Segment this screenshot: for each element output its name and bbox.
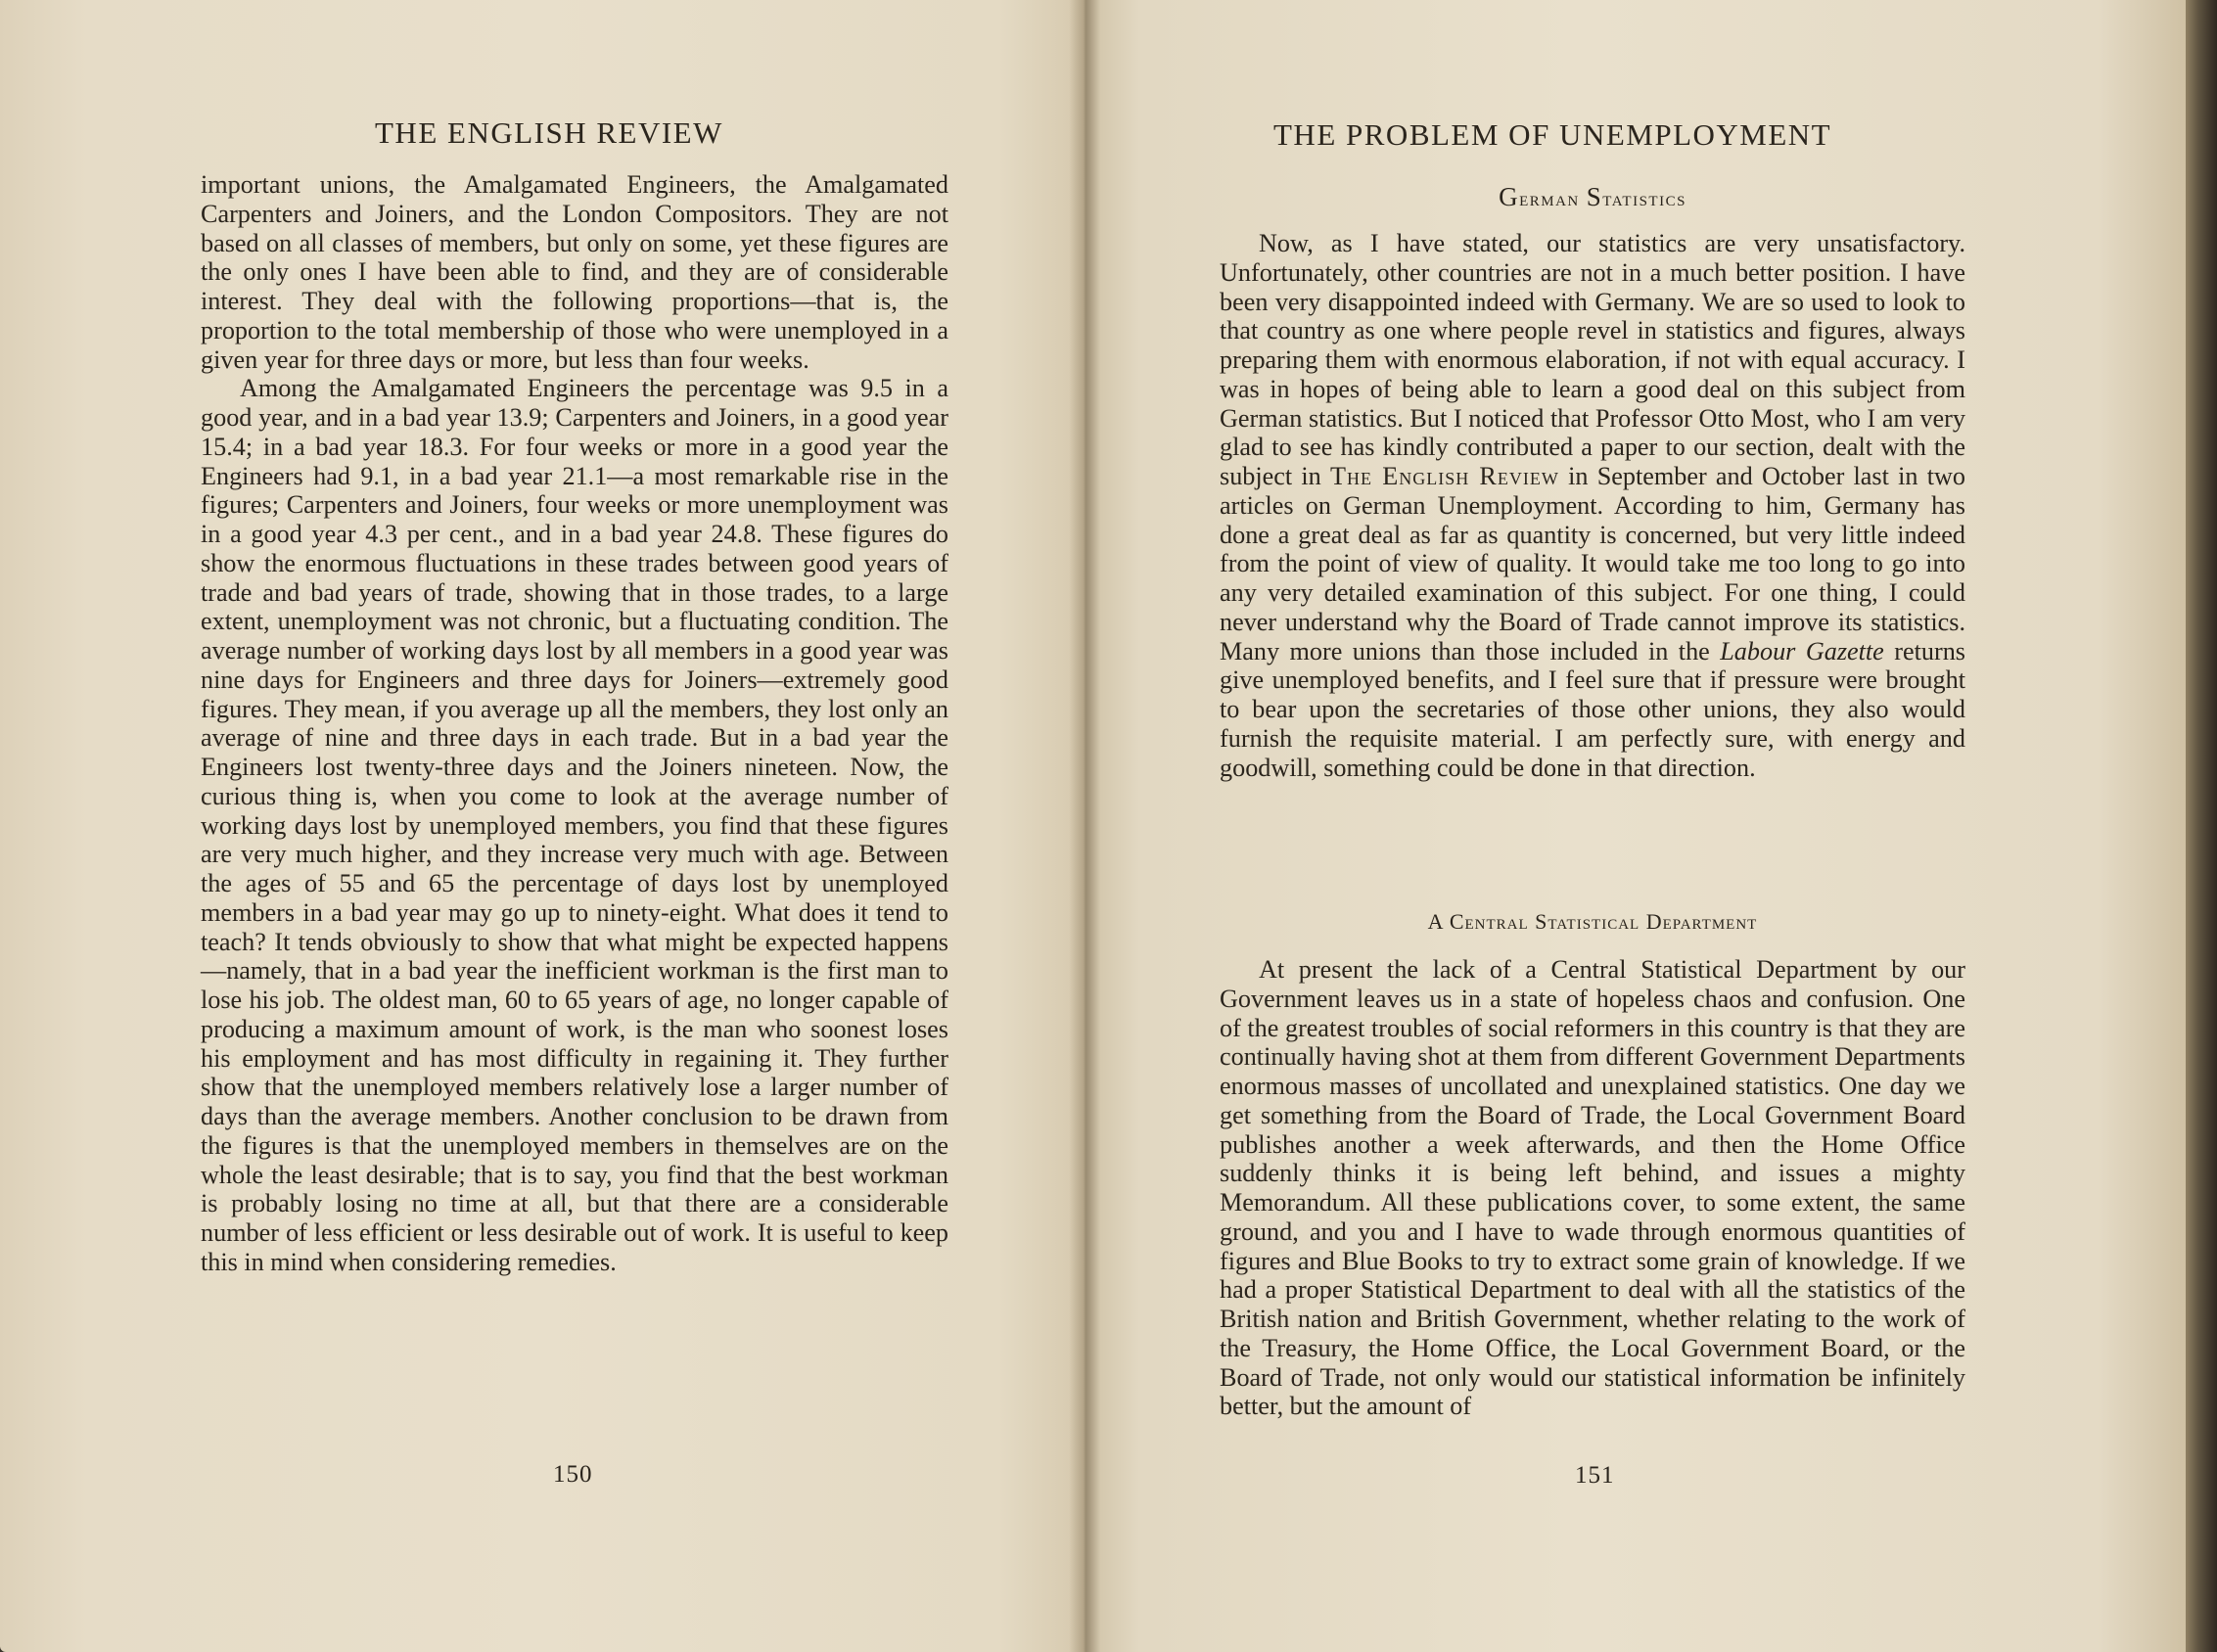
body-paragraph: important unions, the Amalgamated Engineers, the Amalgamated Carpenters and Joiners, and the London Compositors. They are not based on all classes of members, but only on some, yet these figures are the only ones I have been able to find, and they are of considerable interest. They deal with the following proportions—that is, the proportion to the total membership of those who were unemployed in a given year for three days or more, but less than four weeks. (201, 170, 948, 374)
review-title: The English Review (1330, 462, 1559, 490)
section-heading-german-statistics: German Statistics (1499, 182, 1686, 211)
body-paragraph: At present the lack of a Central Statistical Department by our Government leaves us in a state of hopeless chaos and confusion. One of the greatest troubles of social reformers in this country is that they are continually having shot at them from different Government Departments enormous masses of uncollated and unexplained statistics. One day we get something from the Board of Trade, the Local Government Board publishes another a week afterwards, and then the Home Office suddenly thinks it is being left behind, and issues a mighty Memorandum. All these publications cover, to some extent, the same ground, and you and I have to wade through enormous quantities of figures and Blue Books to try to extract some grain of knowledge. If we had a proper Statistical Department to deal with all the statistics of the British nation and British Government, whether relating to the work of the Treasury, the Home Office, the Local Government Board, or the Board of Trade, not only would our statistical information be infinitely better, but the amount of (1220, 955, 1965, 1421)
body-paragraph: Among the Amalgamated Engineers the percentage was 9.5 in a good year, and in a bad year 13.9; Carpenters and Joiners, in a good year 15.4; in a bad year 18.3. For four weeks or more in a good year the Engineers had 9.1, in a bad year 21.1—a most remarkable rise in the figures; Carpenters and Joiners, four weeks or more unemployment was in a good year 4.3 per cent., and in a bad year 24.8. These figures do show the enormous fluctuations in these trades between good years of trade and bad years of trade, showing that in those trades, to a large extent, unemployment was not chronic, but a fluctuating condition. The average number of working days lost by all members in a good year was nine days for Engineers and three days for Joiners—extremely good figures. They mean, if you average up all the members, they lost only an average of nine and three days in each trade. But in a bad year the Engineers lost twenty-three days and the Joiners nineteen. Now, the curious thing is, when you come to look at the average number of working days lost by unemployed members, you find that these figures are very much higher, and they increase very much with age. Between the ages of 55 and 65 the percentage of days lost by unemployed members in a bad year may go up to ninety-eight. What does it tend to teach? It tends obviously to show that what might be expected happens—namely, that in a bad year the inefficient workman is the first man to lose his job. The oldest man, 60 to 65 years of age, no longer capable of producing a maximum amount of work, is the man who soonest loses his employment and has most difficulty in regaining it. They further show that the unemployed members relatively lose a larger number of days than the average members. Another conclusion to be drawn from the figures is that the unemployed members in themselves are on the whole the least desirable; that is to say, you find that the best workman is probably losing no time at all, but that there are a considerable number of less efficient or less desirable out of work. It is useful to keep this in mind when considering remedies. (201, 374, 948, 1276)
page-edges (2186, 0, 2217, 1652)
page-number-left: 150 (553, 1461, 593, 1488)
right-page (1085, 0, 2186, 1652)
section-1-body (1220, 229, 1965, 782)
section-heading-central-department: A Central Statistical Department (1427, 909, 1758, 934)
running-head-right: THE PROBLEM OF UNEMPLOYMENT (1273, 117, 1832, 152)
section-2-body (1220, 955, 1965, 1421)
running-head-left: THE ENGLISH REVIEW (375, 115, 723, 150)
book-gutter (1069, 0, 1100, 1652)
page-number-right: 151 (1575, 1462, 1615, 1489)
left-page-body (201, 170, 948, 1277)
body-paragraph: Now, as I have stated, our statistics are very unsatisfactory. Unfortunately, other countries are not in a much better position. I have been very disappointed indeed with Germany. We are so used to look to that country as one where people revel in statistics and figures, always preparing them with enormous elaboration, if not with equal accuracy. I was in hopes of being able to learn a good deal on this subject from German statistics. But I noticed that Professor Otto Most, who I am very glad to see has kindly contributed a paper to our section, dealt with the subject in The English Review in September and October last in two articles on German Unemployment. According to him, Germany has done a great deal as far as quantity is concerned, but very little indeed from the point of view of quality. It would take me too long to go into any very detailed examination of this subject. For one thing, I could never understand why the Board of Trade cannot improve its statistics. Many more unions than those included in the Labour Gazette returns give unemployed benefits, and I feel sure that if pressure were brought to bear upon the secretaries of those other unions, they also would furnish the requisite material. I am perfectly sure, with energy and goodwill, something could be done in that direction. (1220, 229, 1965, 782)
gazette-title: Labour Gazette (1720, 636, 1884, 665)
left-page (0, 0, 1085, 1652)
